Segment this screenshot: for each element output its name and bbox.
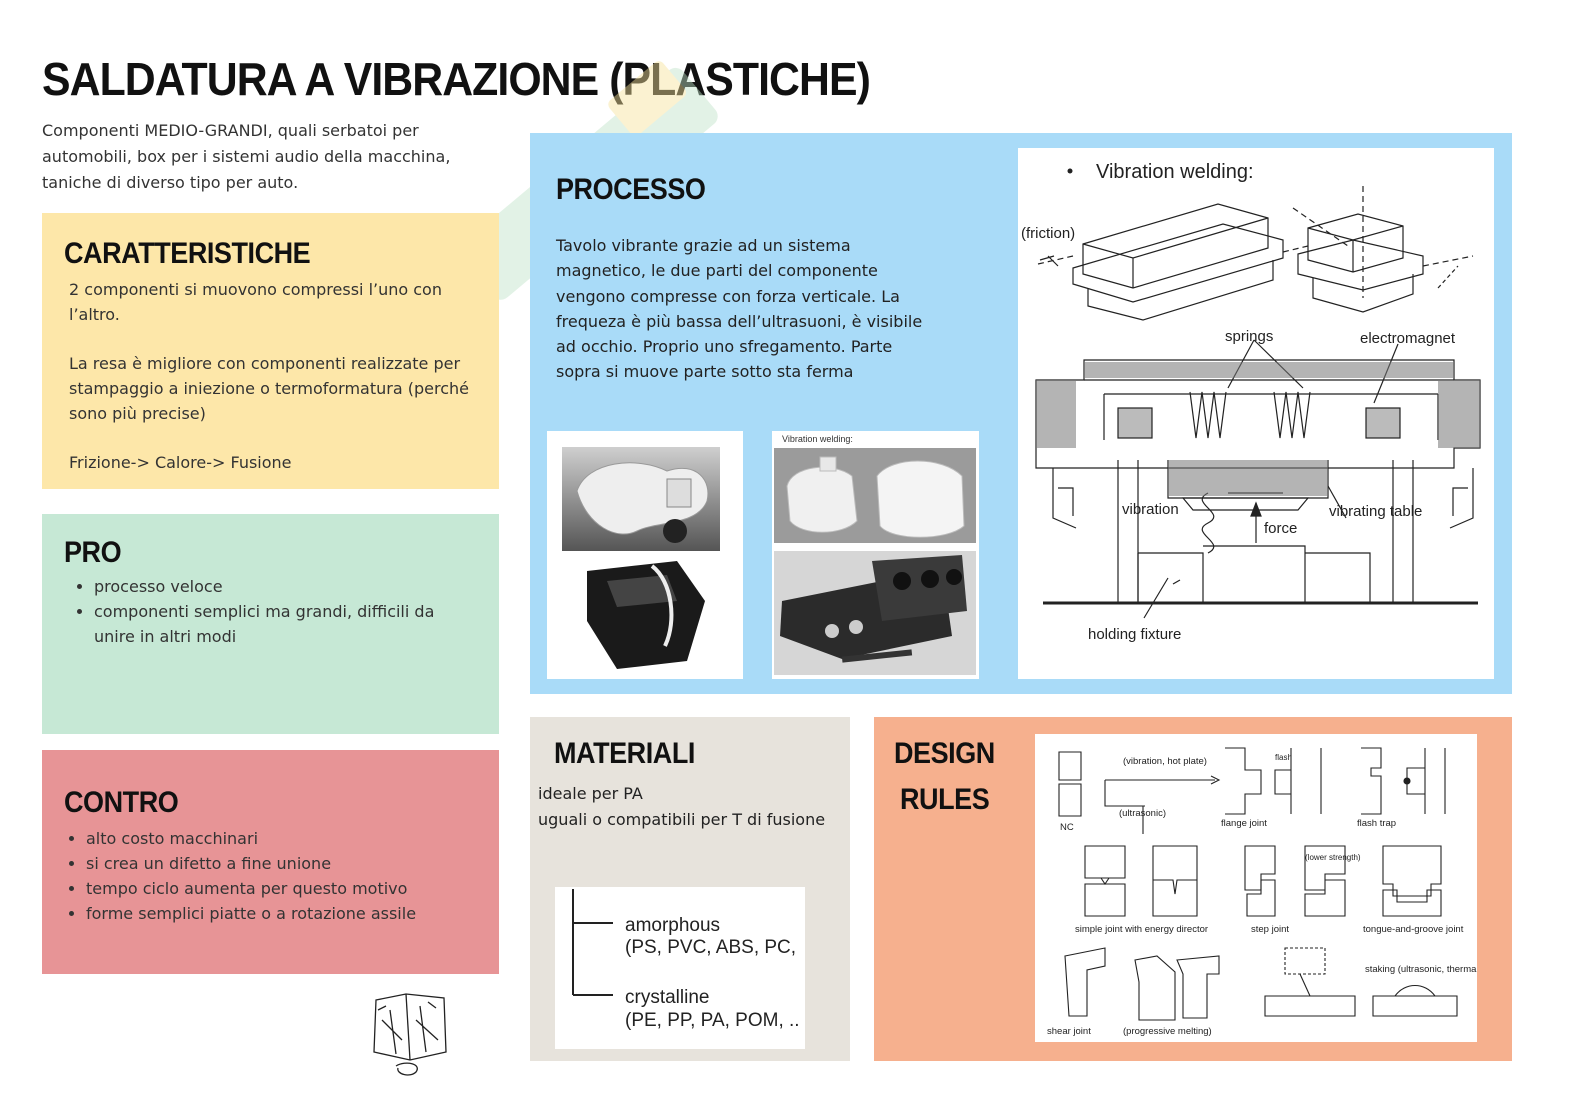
- label-electromagnet: electromagnet: [1360, 330, 1456, 347]
- processo-heading: PROCESSO: [556, 173, 706, 206]
- caratteristiche-card: [42, 213, 499, 489]
- caratteristiche-p1: 2 componenti si muovono compressi l’uno con l’altro.: [69, 280, 442, 324]
- caratteristiche-heading: CARATTERISTICHE: [64, 237, 311, 270]
- label-lower-strength: (lower strength): [1305, 853, 1361, 862]
- label-tongue-groove: tongue-and-groove joint: [1363, 924, 1464, 935]
- crystalline-list: (PE, PP, PA, POM, ..: [625, 1010, 800, 1031]
- contro-item: • forme semplici piatte o a rotazione assile: [86, 901, 477, 926]
- contro-heading: CONTRO: [64, 786, 179, 819]
- diagram-title: Vibration welding:: [1096, 161, 1254, 183]
- pro-list: [64, 574, 477, 649]
- materiali-line2: uguali o compatibili per T di fusione: [538, 810, 826, 829]
- crystalline-label: crystalline: [625, 987, 710, 1008]
- label-springs: springs: [1225, 328, 1274, 345]
- label-simple-joint: simple joint with energy director: [1075, 924, 1209, 935]
- pro-card: [42, 514, 499, 734]
- amorphous-label: amorphous: [625, 915, 721, 936]
- pro-heading: PRO: [64, 536, 122, 569]
- label-shear-joint: shear joint: [1047, 1026, 1091, 1037]
- contro-list: [64, 826, 477, 926]
- label-friction: (friction): [1021, 225, 1076, 242]
- caratteristiche-p2: La resa è migliore con componenti realizzate per stampaggio a iniezione o termoformatura (perché sono più precise): [69, 354, 469, 423]
- processo-card: [530, 133, 1512, 694]
- label-step-joint: step joint: [1251, 924, 1290, 935]
- label-holding-fixture: holding fixture: [1088, 626, 1182, 643]
- page-title: SALDATURA A VIBRAZIONE (PLASTICHE): [42, 53, 870, 105]
- materiali-card: [530, 717, 850, 1061]
- sketch-doodle: [366, 990, 452, 1080]
- rules-heading: RULES: [900, 783, 990, 816]
- label-ultrasonic: (ultrasonic): [1119, 808, 1166, 819]
- label-staking: staking (ultrasonic, thermal): [1365, 964, 1477, 975]
- joint-design-diagram: [1035, 734, 1477, 1042]
- label-force: force: [1264, 520, 1298, 537]
- pro-item: • componenti semplici ma grandi, difficili da unire in altri modi: [94, 599, 477, 649]
- design-heading: DESIGN: [894, 737, 995, 770]
- contro-card: [42, 750, 499, 974]
- label-flash-trap: flash trap: [1357, 818, 1397, 829]
- photo-caption: Vibration welding:: [782, 434, 853, 444]
- contro-item: • tempo ciclo aumenta per questo motivo: [86, 876, 477, 901]
- processo-text: Tavolo vibrante grazie ad un sistema magnetico, le due parti del componente vengono compresse con forza verticale. La frequeza è più bassa dell’ultrasuoni, è visibile ad occhio. Proprio uno sfregamento. Parte sopra si muove parte sotto sta ferma: [556, 236, 923, 382]
- materials-tree: [555, 887, 805, 1049]
- product-photo-manifold: [547, 431, 743, 679]
- label-vibration-hot-plate: (vibration, hot plate): [1123, 756, 1207, 767]
- caratteristiche-p3: Frizione-> Calore-> Fusione: [69, 453, 292, 472]
- label-nc: NC: [1060, 822, 1074, 833]
- amorphous-list: (PS, PVC, ABS, PC,: [625, 937, 797, 958]
- intro-text: Componenti MEDIO-GRANDI, quali serbatoi per automobili, box per i sistemi audio della macchina, taniche di diverso tipo per auto.: [42, 121, 451, 192]
- contro-item: • si crea un difetto a fine unione: [86, 851, 477, 876]
- label-progressive-melting: (progressive melting): [1123, 1026, 1212, 1037]
- materiali-heading: MATERIALI: [554, 737, 695, 770]
- design-rules-card: [874, 717, 1512, 1061]
- label-flange-joint: flange joint: [1221, 818, 1267, 829]
- pro-item: • processo veloce: [94, 574, 477, 599]
- vibration-welding-diagram: [1018, 148, 1494, 679]
- label-vibrating-table: vibrating table: [1329, 503, 1423, 520]
- contro-item: • alto costo macchinari: [86, 826, 477, 851]
- label-flash: flash: [1275, 753, 1292, 762]
- materiali-line1: ideale per PA: [538, 784, 643, 803]
- label-vibration: vibration: [1122, 501, 1179, 518]
- product-photo-tanks: [772, 431, 979, 679]
